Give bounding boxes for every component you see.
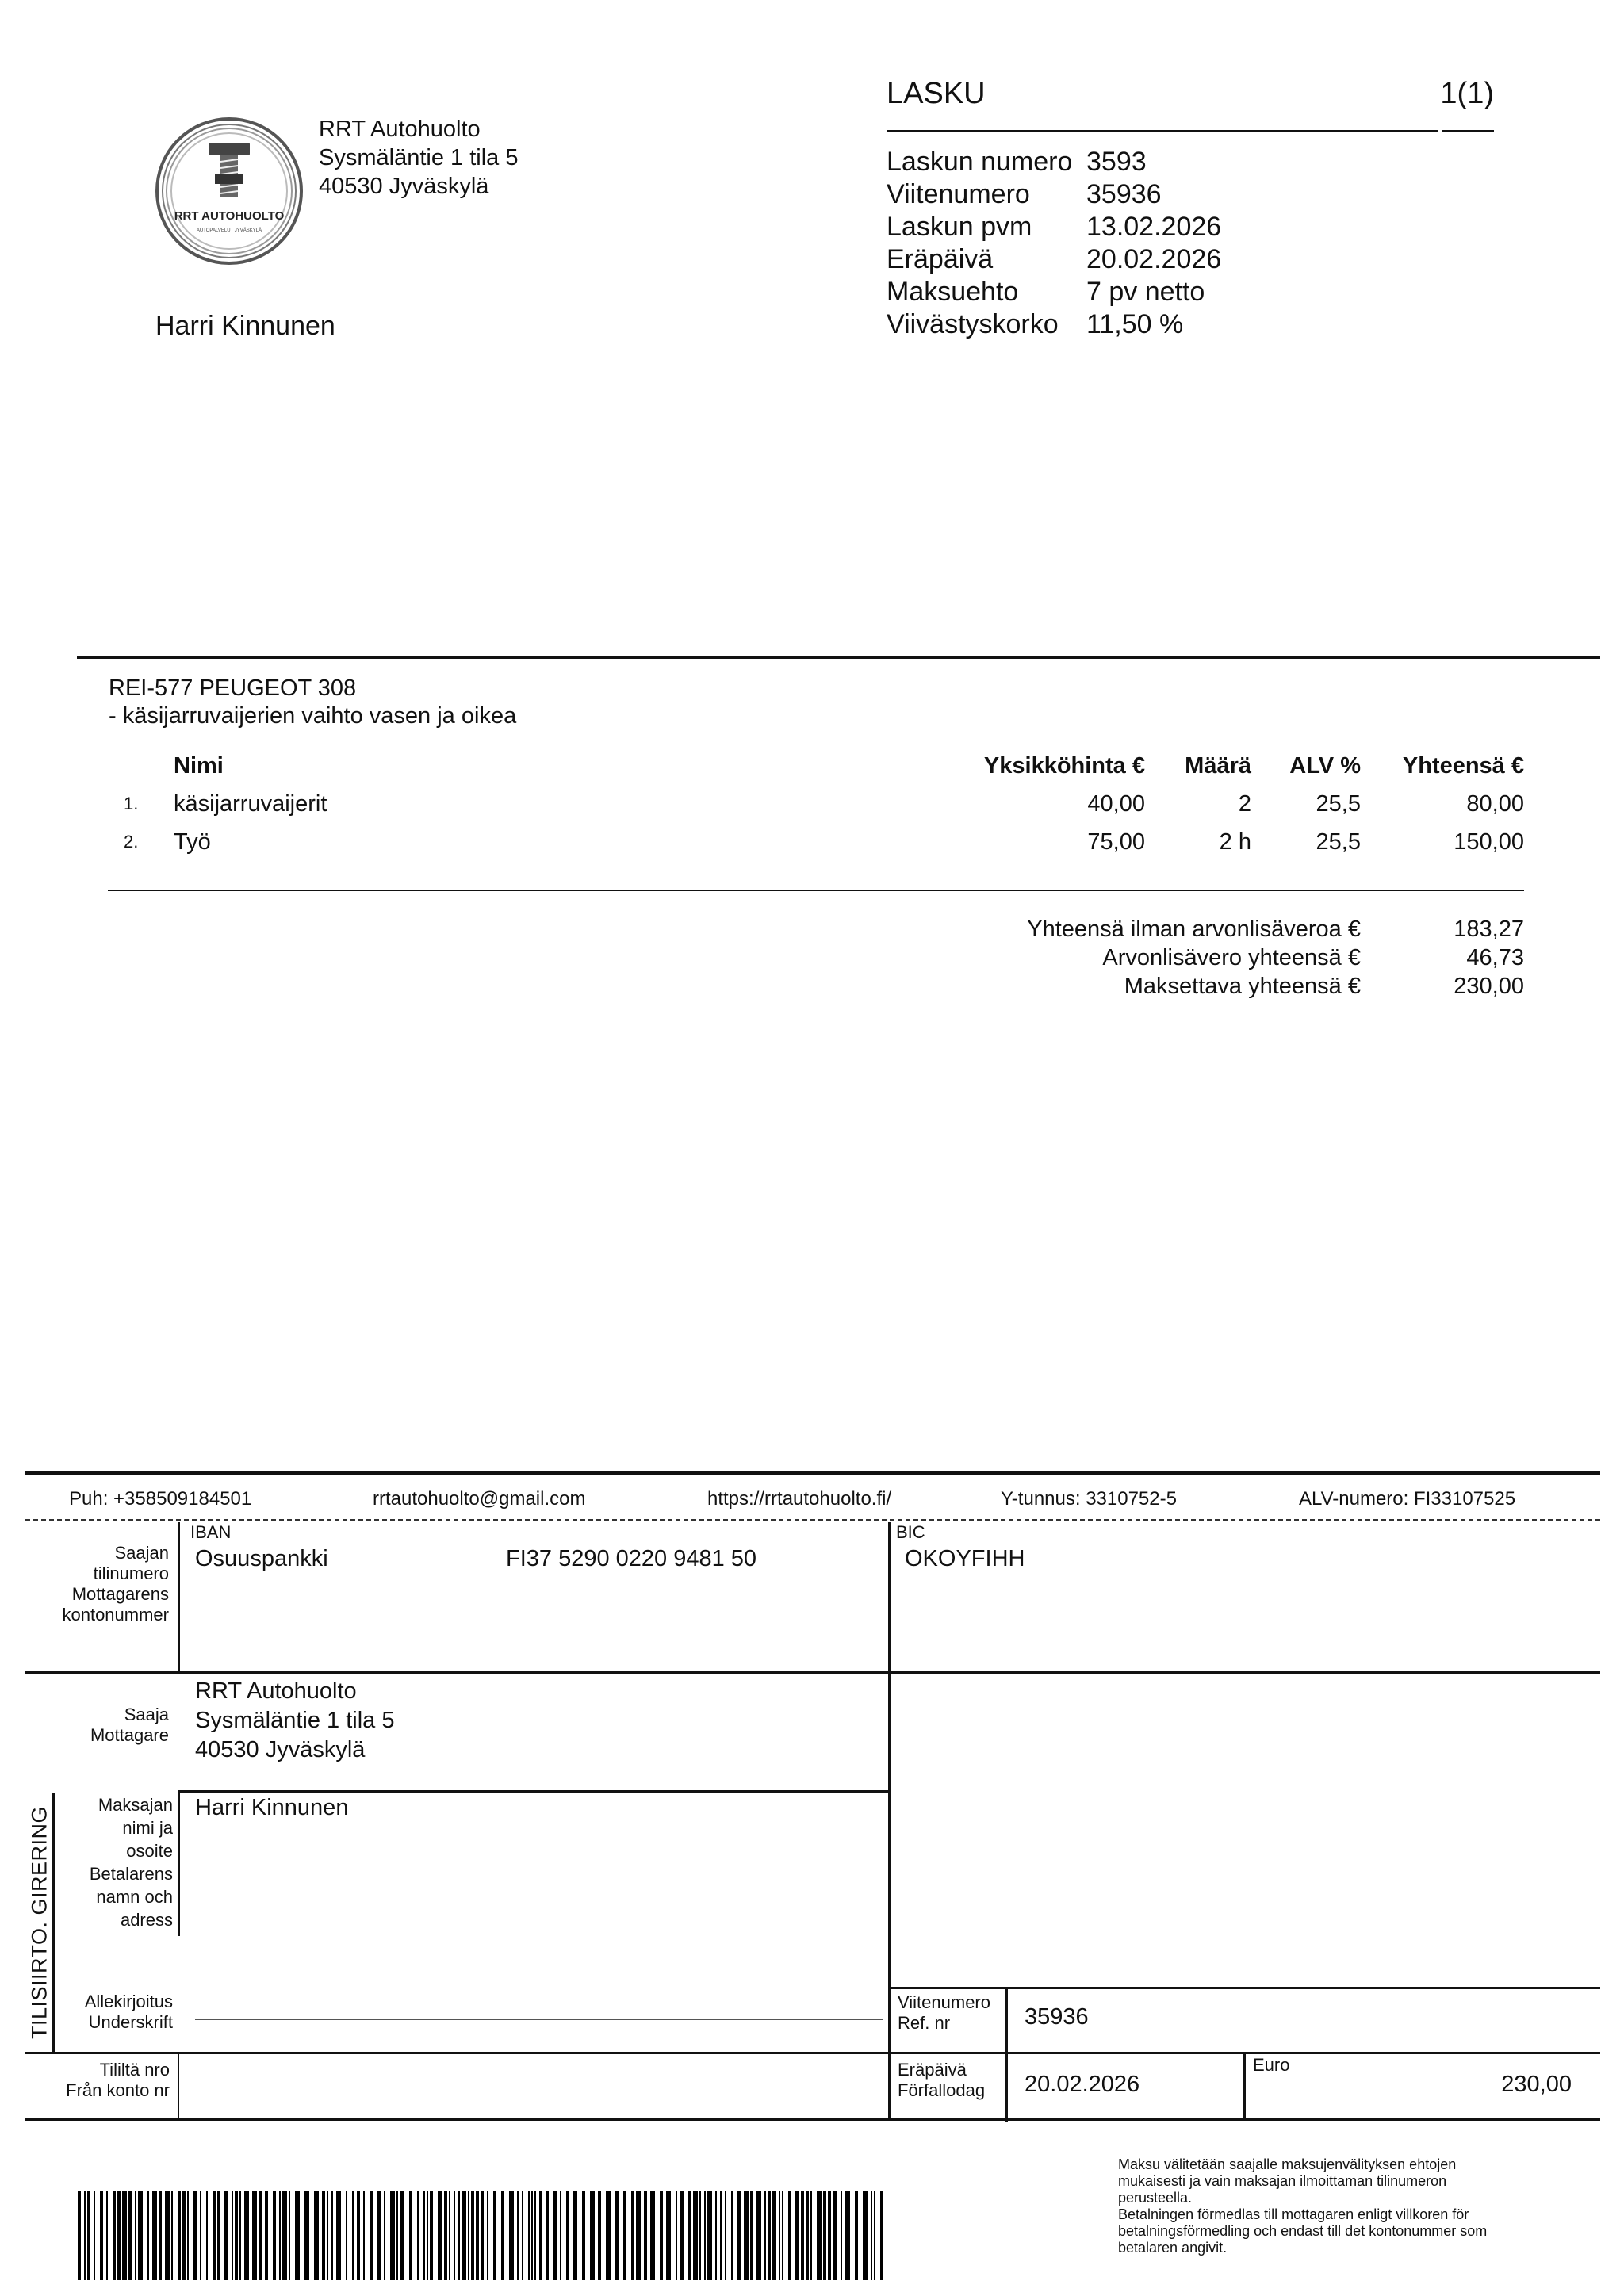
meta-label: Laskun pvm: [887, 212, 1032, 242]
footer-vat-number: ALV-numero: FI33107525: [1299, 1488, 1516, 1510]
row-total: 80,00: [1466, 791, 1524, 817]
barcode-bar: [623, 2191, 626, 2280]
svg-text:RRT AUTOHUOLTO: RRT AUTOHUOLTO: [174, 209, 285, 223]
header-vat: ALV %: [1289, 753, 1361, 779]
row-vat: 25,5: [1316, 791, 1361, 817]
barcode-bar: [546, 2191, 549, 2280]
totals-value: 46,73: [1466, 945, 1524, 970]
due-label: [898, 2060, 985, 2101]
signature-line: [195, 2019, 883, 2020]
label-line: Tililtä nro: [99, 2060, 170, 2080]
barcode-bar: [493, 2191, 496, 2280]
disclaimer-line: betalningsförmedling och endast till det kontonummer som: [1118, 2223, 1488, 2239]
label-line: Viitenumero: [898, 1992, 990, 2012]
barcode-bar: [880, 2191, 883, 2280]
giro-ref-divider: [1005, 1988, 1008, 2122]
iban-label: IBAN: [190, 1522, 232, 1542]
label-line: Förfallodag: [898, 2080, 986, 2100]
header-total: Yhteensä €: [1402, 753, 1524, 779]
due-value: 20.02.2026: [1025, 2072, 1140, 2097]
barcode-bar: [78, 2191, 81, 2280]
barcode-bar: [871, 2191, 872, 2280]
meta-value: 20.02.2026: [1086, 244, 1222, 274]
barcode-bar: [517, 2191, 519, 2280]
barcode-bar: [509, 2191, 514, 2280]
sender-name: RRT Autohuolto: [319, 117, 481, 142]
barcode-bar: [737, 2191, 741, 2280]
payee-line: Sysmäläntie 1 tila 5: [195, 1708, 395, 1733]
barcode-bar: [370, 2191, 373, 2280]
footer-top-rule: [25, 1471, 1600, 1475]
euro-label: Euro: [1253, 2055, 1290, 2075]
barcode-bar: [289, 2191, 290, 2280]
barcode-bar: [863, 2191, 868, 2280]
barcode-bar: [213, 2191, 216, 2280]
barcode-bar: [217, 2191, 220, 2280]
barcode-bar: [444, 2191, 447, 2280]
barcode-bar: [322, 2191, 325, 2280]
barcode-bar: [396, 2191, 398, 2280]
iban-value: FI37 5290 0220 9481 50: [506, 1546, 757, 1571]
barcode-bar: [644, 2191, 647, 2280]
label-line: Saaja: [124, 1705, 169, 1724]
barcode-bar: [400, 2191, 404, 2280]
barcode-bar: [427, 2191, 428, 2280]
totals-value: 183,27: [1454, 916, 1524, 942]
sender-city: 40530 Jyväskylä: [319, 174, 489, 199]
label-line: Ref. nr: [898, 2013, 951, 2033]
meta-label: Viivästyskorko: [887, 309, 1059, 339]
barcode-bar: [590, 2191, 595, 2280]
barcode-bar: [113, 2191, 116, 2280]
meta-value: 7 pv netto: [1086, 277, 1205, 307]
barcode-bar: [801, 2191, 804, 2280]
giro-euro-divider: [1243, 2053, 1246, 2120]
title-underline: [887, 130, 1438, 132]
row-total: 150,00: [1454, 829, 1524, 855]
barcode-bar: [239, 2191, 241, 2280]
disclaimer-line: betalaren angivit.: [1118, 2240, 1228, 2256]
barcode-bar: [282, 2191, 287, 2280]
payment-disclaimer: [1118, 2156, 1562, 2256]
row-name: Työ: [174, 829, 211, 855]
barcode-bar: [193, 2191, 197, 2280]
barcode-bar: [178, 2191, 181, 2280]
payer-label: [56, 1793, 173, 1931]
label-line: nimi ja: [122, 1818, 173, 1838]
meta-label: Maksuehto: [887, 277, 1019, 307]
barcode-bar: [206, 2191, 208, 2280]
from-account-label: [40, 2060, 170, 2101]
barcode-bar: [636, 2191, 641, 2280]
ref-value: 35936: [1025, 2004, 1089, 2030]
barcode-bar: [152, 2191, 157, 2280]
footer-website: https://rrtautohuolto.fi/: [707, 1488, 892, 1510]
label-line: Från konto nr: [66, 2080, 170, 2100]
page-underline: [1442, 130, 1494, 132]
items-bottom-rule: [108, 890, 1524, 891]
barcode-bar: [615, 2191, 619, 2280]
meta-value: 11,50 %: [1086, 309, 1184, 339]
meta-row: [887, 276, 1221, 308]
signature-label: [56, 1992, 173, 2033]
barcode-bar: [823, 2191, 826, 2280]
barcode-bar: [806, 2191, 809, 2280]
barcode-bar: [481, 2191, 484, 2280]
meta-row: [887, 308, 1221, 341]
barcode-bar: [384, 2191, 385, 2280]
barcode-bar: [265, 2191, 268, 2280]
giro-rule: [25, 2052, 1600, 2054]
company-logo: [154, 116, 304, 266]
label-line: Betalarens: [89, 1864, 173, 1884]
label-line: namn och: [96, 1887, 173, 1907]
giro-label-divider: [178, 1522, 180, 1673]
barcode-bar: [165, 2191, 170, 2280]
payment-barcode: [78, 2191, 890, 2280]
barcode-bar: [782, 2191, 783, 2280]
barcode-bar: [336, 2191, 341, 2280]
meta-value: 3593: [1086, 147, 1147, 177]
barcode-bar: [468, 2191, 469, 2280]
barcode-bar: [84, 2191, 86, 2280]
barcode-bar: [244, 2191, 249, 2280]
label-line: adress: [120, 1910, 173, 1930]
bic-label: BIC: [896, 1522, 925, 1542]
row-number: 2.: [124, 832, 139, 851]
barcode-bar: [680, 2191, 684, 2280]
barcode-bar: [363, 2191, 365, 2280]
giro-label-divider: [178, 1793, 180, 1936]
barcode-bar: [159, 2191, 162, 2280]
barcode-bar: [182, 2191, 186, 2280]
row-vat: 25,5: [1316, 829, 1361, 855]
barcode-bar: [430, 2191, 433, 2280]
barcode-bar: [833, 2191, 837, 2280]
recipient-name: Harri Kinnunen: [155, 311, 335, 341]
meta-row: [887, 146, 1221, 178]
side-label-text: TILISIIRTO. GIRERING: [27, 1805, 52, 2040]
meta-row: [887, 211, 1221, 243]
barcode-bar: [200, 2191, 201, 2280]
meta-label: Laskun numero: [887, 147, 1073, 177]
giro-middle-divider: [888, 1522, 891, 2120]
payer-name: Harri Kinnunen: [195, 1795, 349, 1820]
barcode-bar: [688, 2191, 691, 2280]
label-line: tilinumero: [93, 1563, 169, 1583]
barcode-bar: [522, 2191, 523, 2280]
footer-email: rrtautohuolto@gmail.com: [373, 1488, 586, 1510]
barcode-bar: [534, 2191, 536, 2280]
payee-line: 40530 Jyväskylä: [195, 1737, 366, 1762]
barcode-bar: [346, 2191, 347, 2280]
barcode-bar: [660, 2191, 663, 2280]
header-unit-price: Yksikköhinta €: [983, 753, 1145, 779]
barcode-bar: [693, 2191, 698, 2280]
barcode-bar: [273, 2191, 276, 2280]
barcode-bar: [87, 2191, 90, 2280]
barcode-bar: [128, 2191, 132, 2280]
barcode-bar: [187, 2191, 189, 2280]
barcode-bar: [795, 2191, 799, 2280]
barcode-bar: [235, 2191, 238, 2280]
meta-label: Eräpäivä: [887, 244, 994, 274]
barcode-bar: [582, 2191, 585, 2280]
barcode-bar: [560, 2191, 561, 2280]
row-qty: 2: [1238, 791, 1251, 817]
barcode-bar: [817, 2191, 822, 2280]
payee-label: [56, 1705, 169, 1746]
account-label: [56, 1543, 169, 1625]
barcode-bar: [828, 2191, 831, 2280]
payee-address: [195, 1677, 394, 1765]
barcode-bar: [449, 2191, 450, 2280]
barcode-bar: [528, 2191, 530, 2280]
giro-rule: [25, 1671, 1600, 1674]
barcode-bar: [122, 2191, 127, 2280]
invoice-title: LASKU: [887, 77, 986, 110]
disclaimer-line: Betalningen förmedlas till mottagaren enligt villkoren för: [1118, 2206, 1469, 2222]
barcode-bar: [539, 2191, 542, 2280]
barcode-bar: [841, 2191, 842, 2280]
barcode-bar: [462, 2191, 466, 2280]
totals-label: Maksettava yhteensä €: [1124, 974, 1361, 999]
label-line: osoite: [126, 1841, 173, 1861]
barcode-bar: [704, 2191, 706, 2280]
totals-label: Yhteensä ilman arvonlisäveroa €: [1027, 916, 1361, 942]
sender-street: Sysmäläntie 1 tila 5: [319, 145, 519, 170]
ref-label: [898, 1992, 990, 2034]
barcode-bar: [117, 2191, 121, 2280]
barcode-bar: [423, 2191, 425, 2280]
svg-text:AUTOPALVELUT JYVÄSKYLÄ: AUTOPALVELUT JYVÄSKYLÄ: [196, 228, 262, 233]
footer-phone: Puh: +358509184501: [69, 1488, 252, 1510]
barcode-bar: [764, 2191, 766, 2280]
barcode-bar: [845, 2191, 850, 2280]
amount-value: 230,00: [1501, 2072, 1572, 2097]
barcode-bar: [171, 2191, 173, 2280]
items-top-rule: [77, 656, 1600, 659]
row-unit-price: 40,00: [1087, 791, 1145, 817]
label-line: Eräpäivä: [898, 2060, 967, 2080]
barcode-bar: [750, 2191, 753, 2280]
totals-label: Arvonlisävero yhteensä €: [1102, 945, 1361, 970]
barcode-bar: [304, 2191, 309, 2280]
label-line: Underskrift: [88, 2012, 173, 2032]
bank-name: Osuuspankki: [195, 1546, 328, 1571]
barcode-bar: [501, 2191, 504, 2280]
totals-value: 230,00: [1454, 974, 1524, 999]
giro-side-label: [26, 1798, 53, 2047]
row-qty: 2 h: [1219, 829, 1251, 855]
barcode-bar: [327, 2191, 328, 2280]
label-line: Maksajan: [98, 1795, 173, 1815]
barcode-bar: [138, 2191, 143, 2280]
row-unit-price: 75,00: [1087, 829, 1145, 855]
barcode-bar: [438, 2191, 442, 2280]
barcode-bar: [676, 2191, 677, 2280]
table-row: [0, 790, 1624, 828]
barcode-bar: [788, 2191, 791, 2280]
barcode-bar: [666, 2191, 671, 2280]
barcode-bar: [331, 2191, 333, 2280]
barcode-bar: [606, 2191, 611, 2280]
barcode-bar: [720, 2191, 722, 2280]
disclaimer-line: Maksu välitetään saajalle maksujenvälityksen ehtojen: [1118, 2156, 1457, 2172]
barcode-bar: [598, 2191, 601, 2280]
giro-rule: [888, 1987, 1600, 1989]
barcode-bar: [106, 2191, 108, 2280]
payee-line: RRT Autohuolto: [195, 1678, 357, 1704]
barcode-bar: [252, 2191, 257, 2280]
bic-value: OKOYFIHH: [905, 1546, 1025, 1571]
label-line: Mottagare: [90, 1725, 169, 1745]
disclaimer-line: perusteella.: [1118, 2190, 1193, 2206]
barcode-bar: [715, 2191, 717, 2280]
work-description: - käsijarruvaijerien vaihto vasen ja oikea: [109, 703, 517, 729]
meta-value: 35936: [1086, 179, 1162, 209]
disclaimer-line: mukaisesti ja vain maksajan ilmoittaman tilinumeron: [1118, 2173, 1447, 2189]
barcode-bar: [531, 2191, 533, 2280]
invoice-meta: [887, 146, 1221, 341]
barcode-bar: [377, 2191, 381, 2280]
barcode-bar: [454, 2191, 455, 2280]
barcode-bar: [94, 2191, 95, 2280]
giro-bottom-rule: [25, 2118, 1600, 2121]
barcode-bar: [357, 2191, 360, 2280]
barcode-bar: [135, 2191, 136, 2280]
barcode-bar: [471, 2191, 474, 2280]
label-line: Mottagarens: [71, 1584, 169, 1604]
barcode-bar: [553, 2191, 557, 2280]
label-line: kontonummer: [62, 1605, 169, 1624]
barcode-bar: [487, 2191, 488, 2280]
barcode-bar: [810, 2191, 812, 2280]
table-header: [0, 752, 1624, 790]
page-number: 1(1): [1440, 77, 1494, 110]
row-name: käsijarruvaijerit: [174, 791, 327, 817]
barcode-bar: [224, 2191, 228, 2280]
barcode-bar: [314, 2191, 319, 2280]
barcode-bar: [699, 2191, 701, 2280]
barcode-bar: [476, 2191, 479, 2280]
barcode-bar: [631, 2191, 634, 2280]
barcode-bar: [779, 2191, 780, 2280]
barcode-bar: [707, 2191, 712, 2280]
meta-value: 13.02.2026: [1086, 212, 1222, 242]
barcode-bar: [573, 2191, 577, 2280]
barcode-bar: [100, 2191, 103, 2280]
row-number: 1.: [124, 794, 139, 813]
barcode-bar: [772, 2191, 776, 2280]
barcode-bar: [409, 2191, 412, 2280]
meta-label: Viitenumero: [887, 179, 1030, 209]
barcode-bar: [725, 2191, 726, 2280]
barcode-bar: [731, 2191, 733, 2280]
footer-dashed-rule: [25, 1519, 1600, 1521]
label-line: Saajan: [114, 1543, 169, 1563]
label-line: Allekirjoitus: [84, 1992, 173, 2011]
barcode-bar: [744, 2191, 749, 2280]
barcode-bar: [390, 2191, 395, 2280]
barcode-bar: [458, 2191, 460, 2280]
barcode-bar: [566, 2191, 569, 2280]
meta-row: [887, 178, 1221, 211]
barcode-bar: [650, 2191, 655, 2280]
barcode-bar: [232, 2191, 233, 2280]
vehicle-line: REI-577 PEUGEOT 308: [109, 675, 357, 701]
header-qty: Määrä: [1185, 753, 1251, 779]
barcode-bar: [768, 2191, 771, 2280]
header-name: Nimi: [174, 753, 224, 779]
giro-rule: [178, 1790, 890, 1793]
barcode-bar: [874, 2191, 875, 2280]
barcode-bar: [855, 2191, 858, 2280]
barcode-bar: [352, 2191, 354, 2280]
barcode-bar: [295, 2191, 300, 2280]
barcode-bar: [147, 2191, 149, 2280]
barcode-bar: [756, 2191, 761, 2280]
giro-label-divider: [178, 2053, 179, 2120]
barcode-bar: [417, 2191, 419, 2280]
table-row: [0, 828, 1624, 867]
meta-row: [887, 243, 1221, 276]
barcode-bar: [259, 2191, 262, 2280]
barcode-bar: [279, 2191, 281, 2280]
footer-business-id: Y-tunnus: 3310752-5: [1001, 1488, 1177, 1510]
